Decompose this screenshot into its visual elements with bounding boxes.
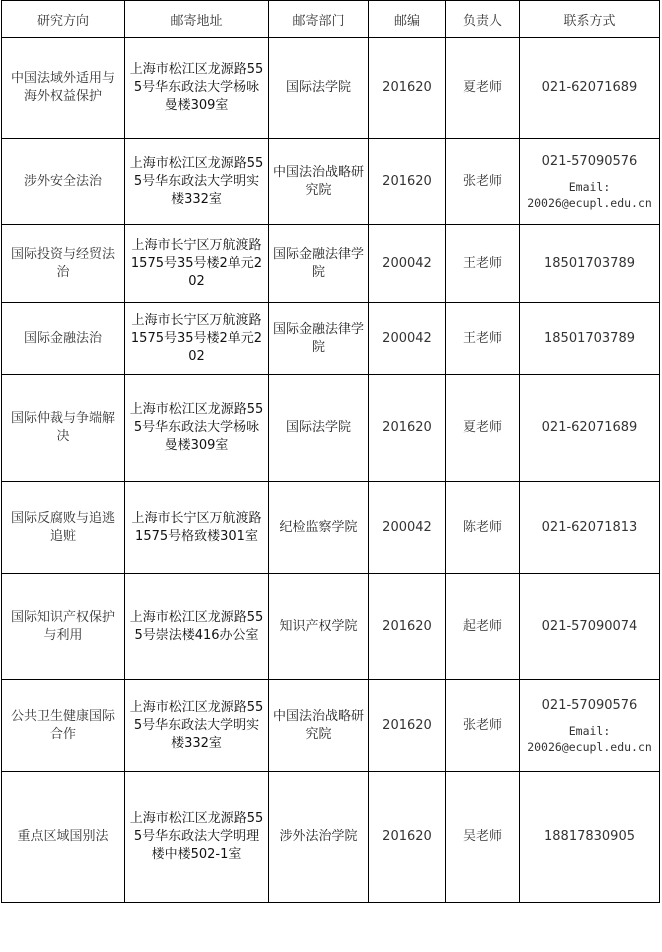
email-label: Email:: [568, 179, 611, 194]
cell-direction: 重点区域国别法: [2, 772, 125, 903]
cell-direction: 国际金融法治: [2, 303, 125, 375]
cell-address: 上海市松江区龙源路555号华东政法大学明理楼中楼502-1室: [125, 772, 269, 903]
table-row: [2, 482, 660, 574]
cell-contact-person: 夏老师: [446, 38, 520, 139]
cell-direction: 国际仲裁与争端解决: [2, 375, 125, 482]
header-contact-method: 联系方式: [520, 1, 660, 38]
phone-number: 021-57090576: [541, 697, 638, 713]
cell-contact-method: [520, 680, 660, 772]
cell-postcode: 200042: [369, 482, 446, 574]
cell-direction: 涉外安全法治: [2, 139, 125, 225]
cell-contact-person: 吴老师: [446, 772, 520, 903]
header-row: [2, 1, 660, 38]
cell-contact-person: 张老师: [446, 139, 520, 225]
cell-contact-method: [520, 482, 660, 574]
cell-postcode: 201620: [369, 139, 446, 225]
phone-number: 021-57090576: [541, 153, 638, 169]
cell-address: 上海市长宁区万航渡路1575号格致楼301室: [125, 482, 269, 574]
cell-department: 涉外法治学院: [269, 772, 369, 903]
cell-contact-person: 张老师: [446, 680, 520, 772]
cell-contact-person: 王老师: [446, 225, 520, 303]
cell-address: 上海市松江区龙源路555号崇法楼416办公室: [125, 574, 269, 680]
table-row: [2, 680, 660, 772]
cell-postcode: 200042: [369, 303, 446, 375]
cell-department: 国际金融法律学院: [269, 225, 369, 303]
table-row: [2, 38, 660, 139]
email-link[interactable]: 20026@ecupl.edu.cn: [527, 739, 652, 754]
header-address: 邮寄地址: [125, 1, 269, 38]
cell-postcode: 201620: [369, 375, 446, 482]
cell-department: 国际法学院: [269, 38, 369, 139]
table-row: [2, 303, 660, 375]
cell-address: 上海市松江区龙源路555号华东政法大学明实楼332室: [125, 680, 269, 772]
cell-postcode: 201620: [369, 772, 446, 903]
cell-direction: 国际反腐败与追逃追赃: [2, 482, 125, 574]
cell-contact-person: 起老师: [446, 574, 520, 680]
table-row: [2, 375, 660, 482]
cell-contact-person: 夏老师: [446, 375, 520, 482]
cell-department: 中国法治战略研究院: [269, 680, 369, 772]
cell-department: 中国法治战略研究院: [269, 139, 369, 225]
cell-contact-method: [520, 303, 660, 375]
cell-direction: 中国法域外适用与海外权益保护: [2, 38, 125, 139]
header-direction: 研究方向: [2, 1, 125, 38]
cell-address: 上海市长宁区万航渡路1575号35号楼2单元202: [125, 225, 269, 303]
header-department: 邮寄部门: [269, 1, 369, 38]
cell-address: 上海市松江区龙源路555号华东政法大学杨咏曼楼309室: [125, 38, 269, 139]
table-row: [2, 772, 660, 903]
phone-number: 18501703789: [544, 255, 635, 271]
cell-address: 上海市松江区龙源路555号华东政法大学杨咏曼楼309室: [125, 375, 269, 482]
cell-address: 上海市松江区龙源路555号华东政法大学明实楼332室: [125, 139, 269, 225]
cell-direction: 公共卫生健康国际合作: [2, 680, 125, 772]
table-row: [2, 139, 660, 225]
phone-number: 021-62071689: [541, 80, 638, 95]
cell-postcode: 201620: [369, 680, 446, 772]
cell-contact-method: [520, 139, 660, 225]
phone-number: 021-62071689: [541, 420, 638, 435]
cell-contact-method: [520, 772, 660, 903]
cell-direction: 国际知识产权保护与利用: [2, 574, 125, 680]
cell-contact-method: [520, 38, 660, 139]
cell-postcode: 201620: [369, 38, 446, 139]
cell-address: 上海市长宁区万航渡路1575号35号楼2单元202: [125, 303, 269, 375]
phone-number: 021-57090074: [541, 618, 638, 634]
cell-direction: 国际投资与经贸法治: [2, 225, 125, 303]
cell-contact-person: 陈老师: [446, 482, 520, 574]
email-link[interactable]: 20026@ecupl.edu.cn: [527, 195, 652, 210]
table-row: [2, 574, 660, 680]
cell-contact-person: 王老师: [446, 303, 520, 375]
header-contact-person: 负责人: [446, 1, 520, 38]
phone-number: 18817830905: [544, 829, 635, 844]
email-label: Email:: [568, 723, 611, 738]
phone-number: 18501703789: [544, 330, 635, 346]
cell-contact-method: [520, 225, 660, 303]
cell-department: 国际法学院: [269, 375, 369, 482]
cell-contact-method: [520, 375, 660, 482]
cell-postcode: 200042: [369, 225, 446, 303]
cell-postcode: 201620: [369, 574, 446, 680]
phone-number: 021-62071813: [541, 519, 638, 535]
cell-department: 纪检监察学院: [269, 482, 369, 574]
header-postcode: 邮编: [369, 1, 446, 38]
cell-department: 知识产权学院: [269, 574, 369, 680]
cell-department: 国际金融法律学院: [269, 303, 369, 375]
cell-contact-method: [520, 574, 660, 680]
table-row: [2, 225, 660, 303]
contact-table: [1, 0, 660, 903]
